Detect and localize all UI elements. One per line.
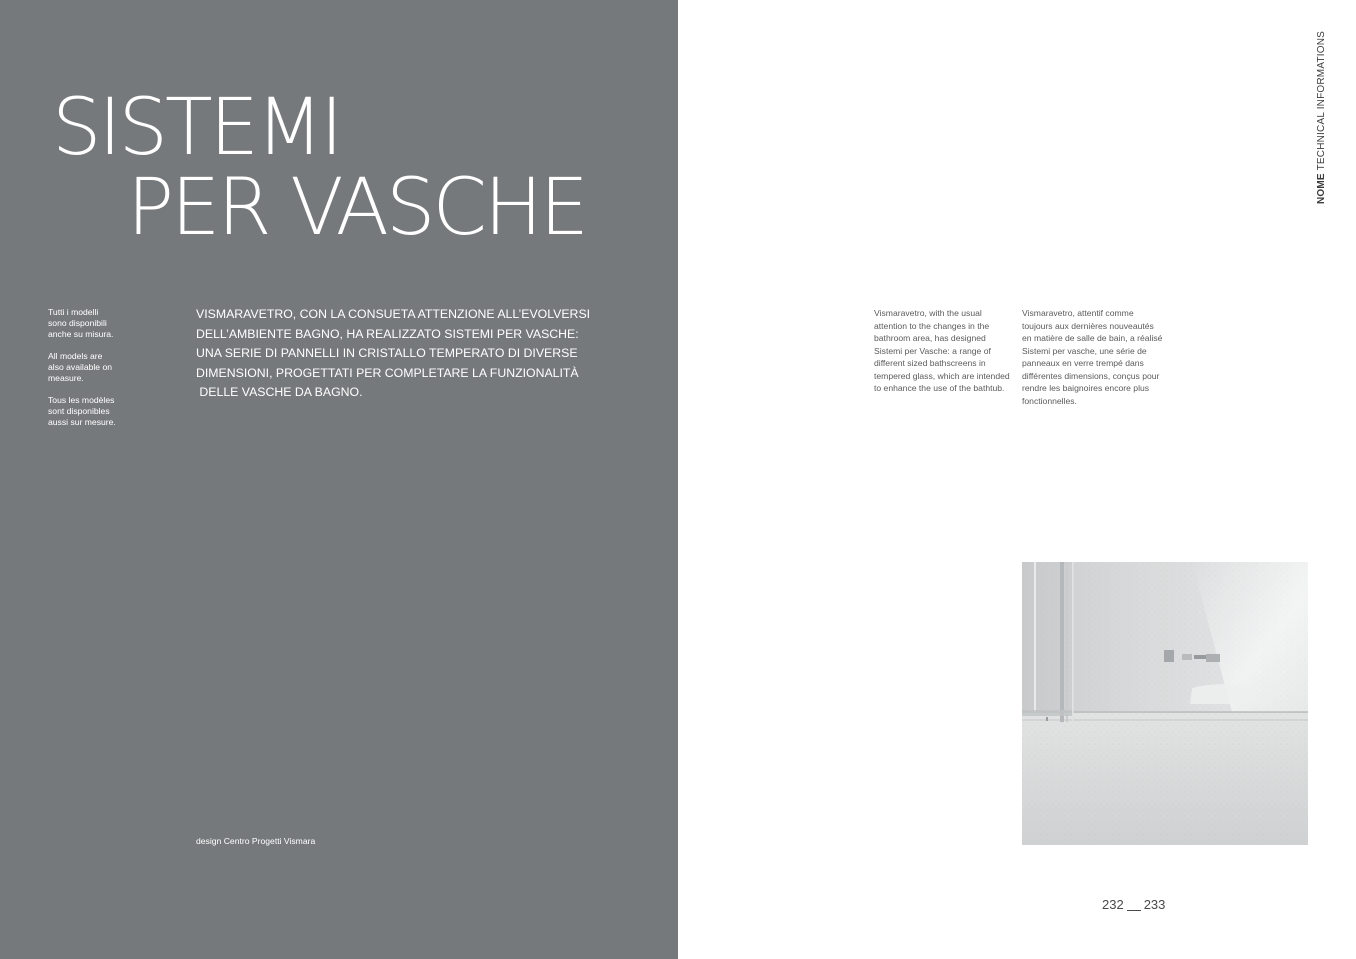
description-line: panneaux en verre trempé dans xyxy=(1022,358,1144,368)
note-english xyxy=(48,351,138,384)
note-line: aussi sur mesure. xyxy=(48,417,116,427)
description-line: différentes dimensions, conçus pour xyxy=(1022,370,1160,381)
section-header-bold: NOME xyxy=(1316,173,1327,204)
description-line: tempered glass, which are intended xyxy=(874,370,1010,381)
note-italian xyxy=(48,307,138,340)
note-line: measure. xyxy=(48,373,84,383)
bathscreen-photo xyxy=(1022,562,1308,845)
note-french xyxy=(48,395,138,428)
page-number-separator xyxy=(1127,910,1141,911)
title-line-1: SISTEMI xyxy=(52,83,341,173)
section-header-rest: TECHNICAL INFORMATIONS xyxy=(1316,30,1327,174)
design-credit: design Centro Progetti Vismara xyxy=(196,836,316,846)
description-line: different sized bathscreens in xyxy=(874,358,986,368)
description-line: to enhance the use of the bathtub. xyxy=(874,383,1005,393)
page-title xyxy=(52,83,586,253)
page-number-right: 233 xyxy=(1143,897,1166,912)
section-header-vertical xyxy=(1312,30,1332,208)
intro-line: VISMARAVETRO, CON LA CONSUETA ATTENZIONE ALL’EVOLVERSI xyxy=(196,307,591,321)
description-line: bathroom area, has designed xyxy=(874,333,986,343)
note-line: Tutti i modelli xyxy=(48,307,99,317)
section-header-text xyxy=(1316,31,1327,204)
note-line: anche su misura. xyxy=(48,329,114,339)
description-line: attention to the changes in the xyxy=(874,320,990,331)
note-line: Tous les modèles xyxy=(48,395,115,405)
description-line: Sistemi per Vasche: a range of xyxy=(874,345,991,356)
intro-line: DIMENSIONI, PROGETTATI PER COMPLETARE LA FUNZIONALITÀ xyxy=(196,365,579,380)
description-line: toujours aux dernières nouveautés xyxy=(1022,320,1154,331)
note-line: also available on xyxy=(48,362,113,372)
description-line: Vismaravetro, attentif comme xyxy=(1022,308,1134,318)
note-line: All models are xyxy=(48,351,103,361)
description-line: Vismaravetro, with the usual xyxy=(874,308,982,318)
availability-notes xyxy=(48,307,138,439)
intro-line: DELL’AMBIENTE BAGNO, HA REALIZZATO SISTEMI PER VASCHE: xyxy=(196,326,579,341)
description-line: fonctionnelles. xyxy=(1022,395,1077,406)
english-description xyxy=(874,307,1019,395)
french-description xyxy=(1022,307,1167,407)
intro-line: UNA SERIE DI PANNELLI IN CRISTALLO TEMPERATO DI DIVERSE xyxy=(196,346,578,360)
title-line-2: PER VASCHE xyxy=(127,163,586,253)
description-line: Sistemi per vasche, une série de xyxy=(1022,345,1147,356)
intro-paragraph xyxy=(196,305,596,403)
note-line: sont disponibles xyxy=(48,406,110,416)
description-line: rendre les baignoires encore plus xyxy=(1022,383,1150,393)
note-line: sono disponibili xyxy=(48,318,107,328)
description-line: en matière de salle de bain, a réalisé xyxy=(1022,333,1163,343)
intro-line: DELLE VASCHE DA BAGNO. xyxy=(196,385,363,399)
page-numbers xyxy=(1102,897,1165,912)
page-number-left: 232 xyxy=(1102,897,1124,912)
